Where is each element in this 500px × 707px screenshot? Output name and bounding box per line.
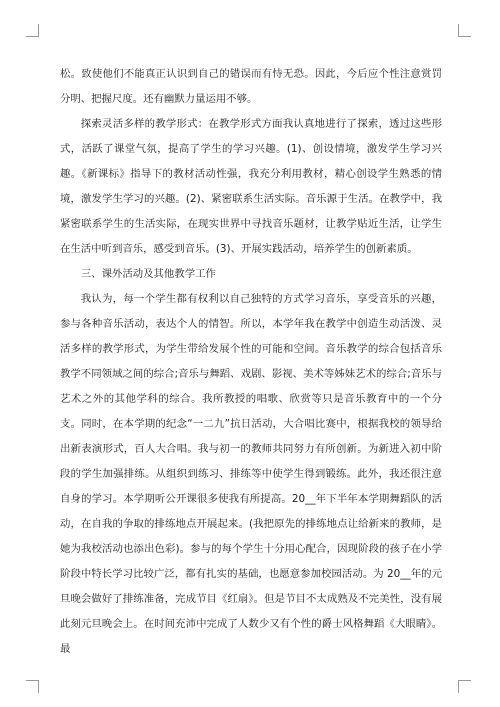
crop-mark-bottom-left xyxy=(26,680,39,693)
crop-mark-top-left xyxy=(26,24,39,37)
document-body xyxy=(60,62,442,662)
paragraph-teaching-forms: 探索灵活多样的教学形式：在教学形式方面我认真地进行了探索，透过这些形式，活跃了课堂气氛，提高了学生的学习兴趣。(1)、创设情境，激发学生学习兴趣。《新课标》指导下的教材活动性强，我充分利用教材，精心创设学生熟悉的情境，激发学生学习的兴趣。(2)、紧密联系生活实际。音乐源于生活。在教学中，我紧密联系学生的生活实际，在现实世界中寻找音乐题材，让教学贴近生活，让学生在生活中听到音乐，感受到音乐。(3)、开展实践活动，培养学生的创新素质。 xyxy=(60,118,442,255)
section-heading: 三、课外活动及其他教学工作 xyxy=(80,268,216,280)
crop-mark-top-right xyxy=(458,24,471,37)
crop-mark-bottom-right xyxy=(458,680,471,693)
paragraph-extracurricular: 我认为，每一个学生都有权利以自己独特的方式学习音乐，享受音乐的兴趣，参与各种音乐活动，表达个人的情智。所以，本学年我在教学中创造生动活泼、灵活多样的教学形式，为学生带给发展个性的可能和空间。音乐教学的综合包括音乐教学不同领域之间的综合;音乐与舞蹈、戏剧、影视、美术等姊妹艺术的综合;音乐与艺术之外的其他学科的综合。我所教授的唱歌、欣赏等只是音乐教育中的一个分支。同时，在本学期的纪念“一二九”抗日活动，大合唱比赛中，根据我校的领导给出新表演形式，百人大合唱。我与初一的教师共同努力有所创新。为新进入初中阶段的学生加强排练。从组织到练习、排练等中使学生得到锻练。此外，我还很注意自身的学习。本学期听公开课很多使我有所提高。20__年下半年本学期舞蹈队的活动，在自我的争取的排练地点开展起来。(我把原先的排练地点让给新来的教师，是她为我校活动也添出色彩)。参与的每个学生十分用心配合，因现阶段的孩子在小学阶段中特长学习比较广泛，都有扎实的基础，也愿意参加校园活动。为 20__年的元旦晚会做好了排练准备，完成节目《红扇》。但是节目不太成熟及不完美性，没有展此刻元旦晚会上。在时间充沛中完成了人数少又有个性的爵士风格舞蹈《大眼睛》。最 xyxy=(60,293,442,655)
paragraph-continuation: 松。致使他们不能真正认识到自己的错误而有恃无恐。因此，今后应个性注意赏罚分明、把握尺度。还有幽默力量运用不够。 xyxy=(60,68,442,105)
